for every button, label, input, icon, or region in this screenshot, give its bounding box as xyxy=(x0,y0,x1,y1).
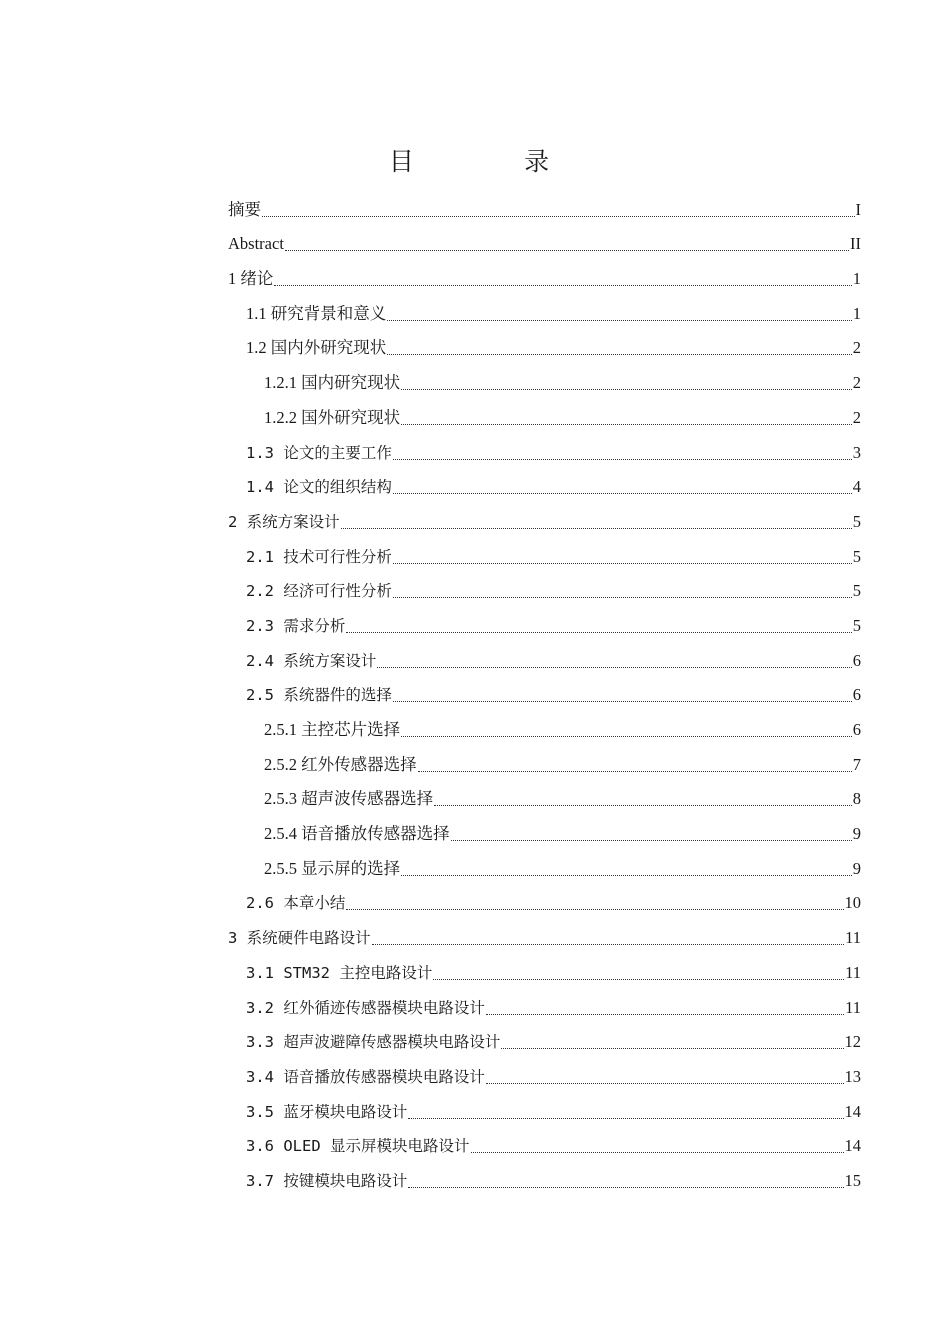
toc-entry[interactable] xyxy=(228,1092,861,1127)
toc-title: 目 录 xyxy=(388,149,602,176)
toc-entry[interactable] xyxy=(228,849,861,884)
toc-entry-title: 3.2 红外循迹传感器模块电路设计 xyxy=(246,998,485,1017)
toc-entry[interactable] xyxy=(228,745,861,780)
toc-entry[interactable] xyxy=(228,641,861,676)
toc-entry[interactable] xyxy=(228,294,861,329)
toc-entry-page-number: 11 xyxy=(845,928,861,948)
toc-entry[interactable] xyxy=(228,780,861,815)
toc-entry-title: 2.1 技术可行性分析 xyxy=(246,547,392,566)
toc-entry-page-number: 11 xyxy=(845,997,861,1017)
toc-entry[interactable] xyxy=(228,606,861,641)
toc-entry[interactable] xyxy=(228,988,861,1023)
toc-entry-page-number: 14 xyxy=(844,1101,861,1121)
toc-entry-page-number: 10 xyxy=(844,893,861,913)
dot-leader xyxy=(341,528,852,529)
toc-entry[interactable] xyxy=(228,363,861,398)
dot-leader xyxy=(408,1118,843,1119)
toc-entry[interactable] xyxy=(228,502,861,537)
dot-leader xyxy=(346,909,843,910)
dot-leader xyxy=(387,320,852,321)
toc-entry-title: 3.1 STM32 主控电路设计 xyxy=(246,963,433,982)
toc-entry-page-number: 13 xyxy=(844,1066,861,1086)
toc-entry[interactable] xyxy=(228,468,861,503)
toc-entry-page-number: 11 xyxy=(845,962,861,982)
toc-entry-title: 2.4 系统方案设计 xyxy=(246,651,377,670)
toc-entry-title: 2.5.1 主控芯片选择 xyxy=(264,720,401,739)
toc-entry-page-number: 3 xyxy=(852,442,861,462)
toc-entry[interactable] xyxy=(228,398,861,433)
dot-leader xyxy=(486,1014,844,1015)
toc-entry[interactable] xyxy=(228,259,861,294)
toc-entry-page-number: 1 xyxy=(852,303,861,323)
toc-entry-page-number: 9 xyxy=(852,858,861,878)
dot-leader xyxy=(377,667,851,668)
toc-entry[interactable] xyxy=(228,1127,861,1162)
toc-entry-title: 1.3 论文的主要工作 xyxy=(246,443,392,462)
toc-entry[interactable] xyxy=(228,676,861,711)
toc-entry-title: 3.5 蓝牙模块电路设计 xyxy=(246,1102,408,1121)
toc-entry[interactable] xyxy=(228,433,861,468)
toc-entry-page-number: 9 xyxy=(852,824,861,844)
dot-leader xyxy=(433,979,844,980)
toc-entry-title: 1.1 研究背景和意义 xyxy=(246,303,387,323)
toc-entry-title: 3.3 超声波避障传感器模块电路设计 xyxy=(246,1033,501,1052)
dot-leader xyxy=(434,805,852,806)
toc-entry-title: 1.2 国内外研究现状 xyxy=(246,338,387,358)
toc-entry-page-number: 2 xyxy=(852,373,861,393)
dot-leader xyxy=(274,285,851,286)
toc-entry-title: 1.4 论文的组织结构 xyxy=(246,478,392,497)
toc-entry-page-number: 7 xyxy=(852,754,861,774)
toc-entry-title: 2.2 经济可行性分析 xyxy=(246,582,392,601)
toc-entry-title: 2.6 本章小结 xyxy=(246,894,346,913)
toc-entry-page-number: 2 xyxy=(852,338,861,358)
dot-leader xyxy=(451,840,852,841)
toc-entry-title: Abstract xyxy=(228,234,284,254)
dot-leader xyxy=(393,597,852,598)
toc-entry[interactable] xyxy=(228,884,861,919)
dot-leader xyxy=(401,736,852,737)
dot-leader xyxy=(486,1083,844,1084)
dot-leader xyxy=(393,563,852,564)
toc-entry-page-number: 2 xyxy=(852,407,861,427)
toc-entry-page-number: II xyxy=(850,234,861,254)
toc-entry[interactable] xyxy=(228,329,861,364)
toc-entry-page-number: 5 xyxy=(852,581,861,601)
toc-entry[interactable] xyxy=(228,537,861,572)
toc-entry-page-number: 8 xyxy=(852,789,861,809)
toc-entry-title: 3.7 按键模块电路设计 xyxy=(246,1171,408,1190)
dot-leader xyxy=(372,944,844,945)
dot-leader xyxy=(401,389,852,390)
toc-entry[interactable] xyxy=(228,225,861,260)
toc-entry-title: 2.3 需求分析 xyxy=(246,616,346,635)
dot-leader xyxy=(401,424,852,425)
toc-entry-page-number: 1 xyxy=(852,269,861,289)
toc-entry[interactable] xyxy=(228,1161,861,1196)
toc-entry[interactable] xyxy=(228,572,861,607)
toc-entry-title: 3 系统硬件电路设计 xyxy=(228,929,371,948)
toc-entry[interactable] xyxy=(228,953,861,988)
toc-entry-page-number: 4 xyxy=(852,477,861,497)
dot-leader xyxy=(346,632,851,633)
dot-leader xyxy=(387,354,852,355)
toc-entry-title: 1.2.1 国内研究现状 xyxy=(264,373,401,393)
toc-entry[interactable] xyxy=(228,190,861,225)
toc-entry-title: 3.6 OLED 显示屏模块电路设计 xyxy=(246,1137,470,1156)
toc-entry-title: 2.5 系统器件的选择 xyxy=(246,686,392,705)
toc-entry-page-number: 6 xyxy=(852,650,861,670)
toc-entry-page-number: 15 xyxy=(844,1170,861,1190)
toc-entry-title: 2.5.2 红外传感器选择 xyxy=(264,754,417,774)
toc-entry-page-number: 12 xyxy=(844,1032,861,1052)
toc-entry-page-number: 14 xyxy=(844,1136,861,1156)
dot-leader xyxy=(501,1048,843,1049)
dot-leader xyxy=(401,875,852,876)
toc-entry-title: 2 系统方案设计 xyxy=(228,512,340,531)
dot-leader xyxy=(285,250,849,251)
toc-entry[interactable] xyxy=(228,814,861,849)
toc-entry-page-number: 5 xyxy=(852,546,861,566)
toc-entry-title: 2.5.3 超声波传感器选择 xyxy=(264,789,434,809)
toc-entry-page-number: 6 xyxy=(852,685,861,705)
toc-entry-title: 2.5.5 显示屏的选择 xyxy=(264,858,401,878)
toc-entry-page-number: I xyxy=(855,199,861,219)
toc-entry-title: 1.2.2 国外研究现状 xyxy=(264,407,401,427)
toc-entry[interactable] xyxy=(228,710,861,745)
toc-entry-page-number: 5 xyxy=(852,511,861,531)
toc-entry[interactable] xyxy=(228,918,861,953)
toc-entry-title: 1 绪论 xyxy=(228,269,274,289)
toc-entry[interactable] xyxy=(228,1023,861,1058)
dot-leader xyxy=(262,216,855,217)
toc-entry[interactable] xyxy=(228,1057,861,1092)
dot-leader xyxy=(408,1187,843,1188)
toc-entry-title: 摘要 xyxy=(228,199,261,219)
table-of-contents xyxy=(228,190,861,1196)
toc-entry-title: 3.4 语音播放传感器模块电路设计 xyxy=(246,1067,485,1086)
toc-entry-page-number: 5 xyxy=(852,615,861,635)
dot-leader xyxy=(418,771,852,772)
dot-leader xyxy=(393,459,852,460)
dot-leader xyxy=(393,701,852,702)
toc-entry-page-number: 6 xyxy=(852,720,861,739)
dot-leader xyxy=(471,1152,844,1153)
dot-leader xyxy=(393,493,852,494)
toc-entry-title: 2.5.4 语音播放传感器选择 xyxy=(264,824,450,844)
